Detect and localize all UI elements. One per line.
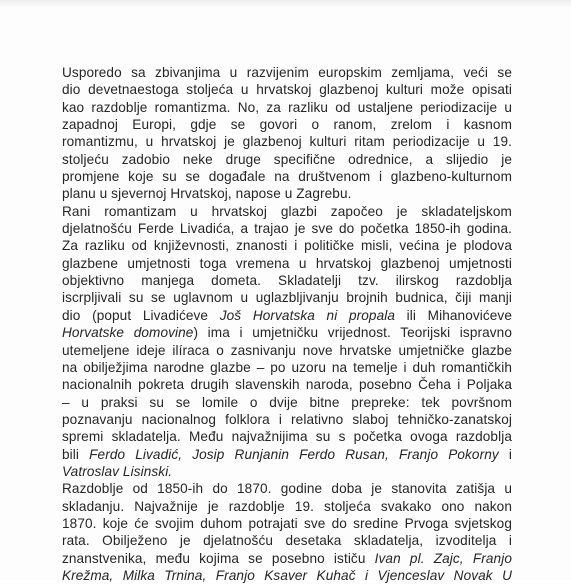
text-run: zapadnoj Europi, gdje se govori o ranom, zrelom i kasnom bbox=[62, 117, 512, 133]
text-run: poznavanju nacionalnog folklora i relativno slaboj tehničko-zanatskoj bbox=[62, 411, 512, 427]
text-run: romantizmu, u hrvatskoj je glazbenoj kulturi ritam periodizacije u 19. bbox=[62, 134, 512, 150]
text-run: objektivno manjega dometa. Skladatelji tzv. ilirskog razdoblja bbox=[62, 273, 512, 289]
text-run: spremi skladatelja. Među najvažnijima su s početka ovoga razdoblja bbox=[62, 429, 512, 445]
text-run: promjene koje su se događale na društvenom i glazbeno-kulturnom bbox=[62, 169, 512, 185]
text-line bbox=[62, 289, 512, 306]
text-run: ) ima i umjetničku vrijednost. Teorijski ispravno bbox=[193, 325, 512, 341]
text-line bbox=[62, 307, 512, 324]
text-run: rata. Obilježeno je djelatnošću desetaka skladatelja, izvoditelja i bbox=[62, 533, 512, 549]
text-line bbox=[62, 133, 512, 150]
text-line bbox=[62, 64, 512, 81]
text-run: Rani romantizam u hrvatskoj glazbi započeo je skladateljskom bbox=[62, 203, 512, 219]
text-line bbox=[62, 272, 512, 289]
text-run: Razdoblje od 1850-ih do 1870. godine doba je stanovita zatišja u bbox=[62, 481, 512, 497]
text-run: nacionalnih pokreta drugih slavenskih naroda, posebno Čeha i Poljaka bbox=[62, 377, 512, 393]
text-line bbox=[62, 168, 512, 185]
text-run: Usporedo sa zbivanjima u razvijenim europskim zemljama, veći se bbox=[62, 65, 512, 80]
text-line bbox=[62, 255, 512, 272]
text-line bbox=[62, 376, 512, 393]
text-line bbox=[62, 324, 512, 341]
text-line bbox=[62, 532, 512, 549]
text-line bbox=[62, 446, 512, 463]
text-run: dio (poput Livadićeve bbox=[62, 307, 220, 323]
text-line bbox=[62, 411, 512, 428]
text-run: bili bbox=[62, 446, 90, 462]
text-run: iscrpljivali su se uglavnom u uglazbljivanju brojnih budnica, čiji manji bbox=[62, 290, 512, 306]
text-line bbox=[62, 99, 512, 116]
italic-text: Vatroslav Lisinski. bbox=[62, 463, 173, 479]
text-run: skladanju. Najvažnije je razdoblje 19. stoljeća svakako ono nakon bbox=[62, 498, 512, 514]
text-line bbox=[62, 203, 512, 220]
text-run: 1870. koje će svojim duhom potrajati sve do sredine Prvoga svjetskog bbox=[62, 515, 512, 531]
text-run: glazbene umjetnosti toga vremena u hrvatskoj glazbenoj umjetnosti bbox=[62, 255, 512, 271]
text-line bbox=[62, 463, 512, 480]
text-line bbox=[62, 342, 512, 359]
text-line bbox=[62, 151, 512, 168]
text-run: utemeljene ideje ilíraca o zasnivanju nove hrvatske umjetničke glazbe bbox=[62, 342, 512, 358]
italic-text: Ivan pl. Zajc, Franjo bbox=[374, 550, 512, 566]
text-line bbox=[62, 185, 512, 202]
italic-text: Ferdo Livadić, Josip Runjanin Ferdo Rusan, Franjo Pokorny bbox=[89, 446, 499, 462]
text-run: stoljeću zadobio neke druge specifične odrednice, a slijedio je bbox=[62, 151, 512, 167]
text-line bbox=[62, 428, 512, 445]
text-run: Za razliku od književnosti, znanosti i političke misli, većina je plodova bbox=[62, 238, 512, 254]
text-line bbox=[62, 359, 512, 376]
text-line bbox=[62, 498, 512, 515]
text-line bbox=[62, 116, 512, 133]
text-run: djelatnošću Ferde Livadića, a trajao je sve do početka 1850-ih godina. bbox=[62, 221, 512, 237]
italic-text: Još Horvatska ni propala bbox=[219, 307, 396, 323]
text-line bbox=[62, 550, 512, 567]
text-line bbox=[62, 81, 512, 98]
text-run: planu u sjevernoj Hrvatskoj, napose u Zagrebu. bbox=[62, 186, 352, 202]
text-run: znanstvenika, među kojima se posebno ističu bbox=[62, 550, 375, 566]
text-run: ili Mihanovićeve bbox=[395, 307, 512, 323]
text-line bbox=[62, 567, 512, 584]
text-line bbox=[62, 394, 512, 411]
text-run: – u praksi su se lomile o dvije bitne prepreke: tek površnom bbox=[62, 394, 512, 410]
text-run: dio devetnaestoga stoljeća u hrvatskoj glazbenoj kulturi može opisati bbox=[62, 82, 512, 98]
italic-text: Horvatske domovine bbox=[62, 325, 194, 341]
text-line bbox=[62, 515, 512, 532]
italic-text: Krežma, Milka Trnina, Franjo Ksaver Kuhač i Vjenceslav Novak U bbox=[62, 567, 512, 583]
text-line bbox=[62, 220, 512, 237]
text-run: kao razdoblje romantizma. No, za razliku od ustaljene periodizacije u bbox=[62, 99, 512, 115]
text-run: i bbox=[498, 446, 512, 462]
text-line bbox=[62, 237, 512, 254]
scan-top-edge bbox=[0, 0, 571, 8]
body-text bbox=[62, 64, 512, 584]
text-run: na obilježjima narodne glazbe – po uzoru na temelje i duh romantičkih bbox=[62, 359, 512, 375]
text-line bbox=[62, 480, 512, 497]
